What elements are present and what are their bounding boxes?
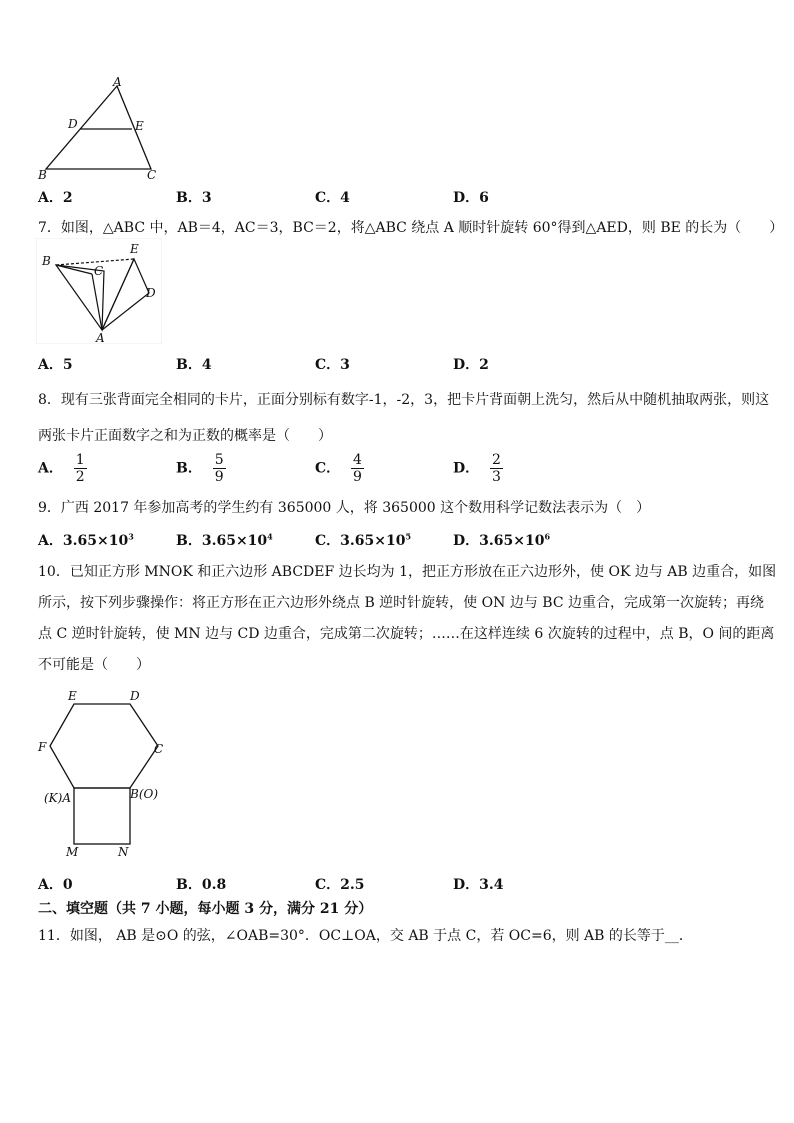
option-exponent: 4 (267, 531, 273, 542)
option-letter: B． (176, 357, 202, 373)
q8-question-line1: 8．现有三张背面完全相同的卡片，正面分别标有数字-1，-2，3，把卡片背面朝上洗匀，然后从中随机抽取两张，则这 (38, 392, 770, 408)
label-c: C (154, 742, 164, 756)
q7-option-b[interactable] (176, 354, 212, 374)
label-d: D (130, 689, 140, 703)
option-letter: A． (38, 877, 63, 893)
q10-option-a[interactable] (38, 874, 73, 894)
label-a: A (96, 331, 105, 344)
option-letter: C． (315, 533, 341, 549)
option-base: 3.65×10 (479, 533, 545, 549)
label-bo: B(O) (130, 787, 159, 801)
q7-option-c[interactable] (315, 354, 350, 374)
numerator: 5 (214, 452, 224, 468)
option-letter: B． (176, 877, 202, 893)
q6-option-a[interactable] (38, 187, 73, 207)
option-letter: C． (315, 190, 341, 206)
label-e: E (130, 242, 139, 256)
q9-option-b[interactable] (176, 530, 273, 550)
label-c: C (94, 264, 104, 278)
label-d: D (146, 286, 156, 300)
option-value: 4 (201, 357, 212, 373)
option-value: 0.8 (201, 877, 227, 893)
option-value: 6 (479, 190, 489, 206)
option-value: 0 (62, 877, 73, 893)
fraction (213, 452, 226, 485)
option-letter: C． (315, 460, 341, 477)
q10-option-c[interactable] (315, 874, 365, 894)
denominator: 2 (75, 469, 85, 485)
q9-option-a[interactable] (38, 530, 134, 550)
option-value: 3 (340, 357, 350, 373)
q8-question-line2: 两张卡片正面数字之和为正数的概率是（ ） (38, 428, 332, 444)
q7-option-a[interactable] (38, 354, 73, 374)
q8-option-b[interactable] (176, 452, 226, 485)
q6-option-d[interactable] (453, 187, 489, 207)
option-exponent: 6 (544, 531, 551, 542)
option-letter: D． (453, 460, 480, 477)
option-letter: A． (38, 357, 63, 373)
hexagon-abcdef (50, 704, 158, 788)
numerator: 1 (75, 452, 85, 468)
label-b: B (38, 168, 47, 182)
fraction (74, 452, 87, 485)
option-letter: B． (176, 190, 202, 206)
option-letter: C． (315, 357, 341, 373)
q11-question-text: 11．如图， AB 是⊙O 的弦，∠OAB=30°．OC⊥OA，交 AB 于点 C，若 OC=6，则 AB 的长等于__． (38, 928, 693, 944)
label-f: F (38, 740, 47, 754)
label-d: D (68, 117, 78, 131)
square-mnok (74, 788, 130, 844)
option-letter: D． (453, 357, 480, 373)
label-n: N (118, 845, 129, 859)
option-value: 3.4 (479, 877, 504, 893)
option-letter: A． (38, 460, 63, 477)
option-letter: D． (453, 190, 480, 206)
q10-question-line2: 所示，按下列步骤操作：将正方形在正六边形外绕点 B 逆时针旋转，使 ON 边与 BC 边重合，完成第一次旋转；再绕 (38, 595, 764, 611)
q9-option-d[interactable] (453, 530, 550, 550)
option-exponent: 3 (128, 531, 134, 542)
q9-question-text: 9．广西 2017 年参加高考的学生约有 365000 人，将 365000 这个数用科学记数法表示为（ ） (38, 500, 651, 516)
label-c: C (147, 168, 157, 182)
q10-hexagon-square-figure (34, 686, 174, 862)
option-letter: B． (176, 460, 202, 477)
q10-question-line3: 点 C 逆时针旋转，使 MN 边与 CD 边重合，完成第二次旋转；……在这样连续 6 次旋转的过程中，点 B，O 间的距离 (38, 626, 775, 642)
option-value: 4 (340, 190, 350, 206)
label-e: E (68, 689, 77, 703)
option-letter: A． (38, 190, 63, 206)
q8-option-c[interactable] (315, 452, 364, 485)
option-letter: D． (453, 877, 480, 893)
option-value: 2 (479, 357, 489, 373)
q7-option-d[interactable] (453, 354, 489, 374)
option-value: 2 (62, 190, 73, 206)
label-m: M (66, 845, 79, 859)
option-base: 3.65×10 (62, 533, 129, 549)
q6-option-b[interactable] (176, 187, 212, 207)
numerator: 2 (492, 452, 501, 468)
option-letter: B． (176, 533, 202, 549)
q8-option-a[interactable] (38, 452, 87, 485)
q9-option-c[interactable] (315, 530, 411, 550)
q10-question-line4: 不可能是（ ） (38, 657, 150, 673)
option-value: 3 (201, 190, 212, 206)
q10-option-d[interactable] (453, 874, 504, 894)
option-value: 5 (62, 357, 73, 373)
numerator: 4 (353, 452, 362, 468)
denominator: 3 (492, 469, 501, 485)
denominator: 9 (214, 469, 224, 485)
option-value: 2.5 (340, 877, 365, 893)
q10-option-b[interactable] (176, 874, 226, 894)
q10-question-line1: 10．已知正方形 MNOK 和正六边形 ABCDEF 边长均为 1，把正方形放在正六边形外，使 OK 边与 AB 边重合，如图 (38, 564, 777, 580)
label-e: E (135, 119, 144, 133)
label-a: A (113, 76, 122, 89)
option-letter: C． (315, 877, 341, 893)
q7-question-text: 7．如图，△ABC 中，AB＝4，AC＝3，BC＝2，将△ABC 绕点 A 顺时针旋转 60°得到△AED，则 BE 的长为（ ） (38, 220, 784, 236)
option-letter: A． (38, 533, 63, 549)
label-b: B (42, 254, 51, 268)
option-base: 3.65×10 (340, 533, 406, 549)
fraction (490, 452, 503, 485)
q7-rotation-figure (36, 238, 162, 344)
option-exponent: 5 (405, 531, 412, 542)
triangle-aed (102, 259, 149, 330)
label-ka: (K)A (44, 791, 71, 805)
fraction (351, 452, 364, 485)
section-heading: 二、填空题（共 7 小题，每小题 3 分，满分 21 分） (38, 901, 373, 917)
option-letter: D． (453, 533, 480, 549)
q6-triangle-figure (34, 76, 164, 182)
denominator: 9 (353, 469, 362, 485)
option-base: 3.65×10 (201, 533, 268, 549)
q8-option-d[interactable] (453, 452, 503, 485)
q6-option-c[interactable] (315, 187, 350, 207)
